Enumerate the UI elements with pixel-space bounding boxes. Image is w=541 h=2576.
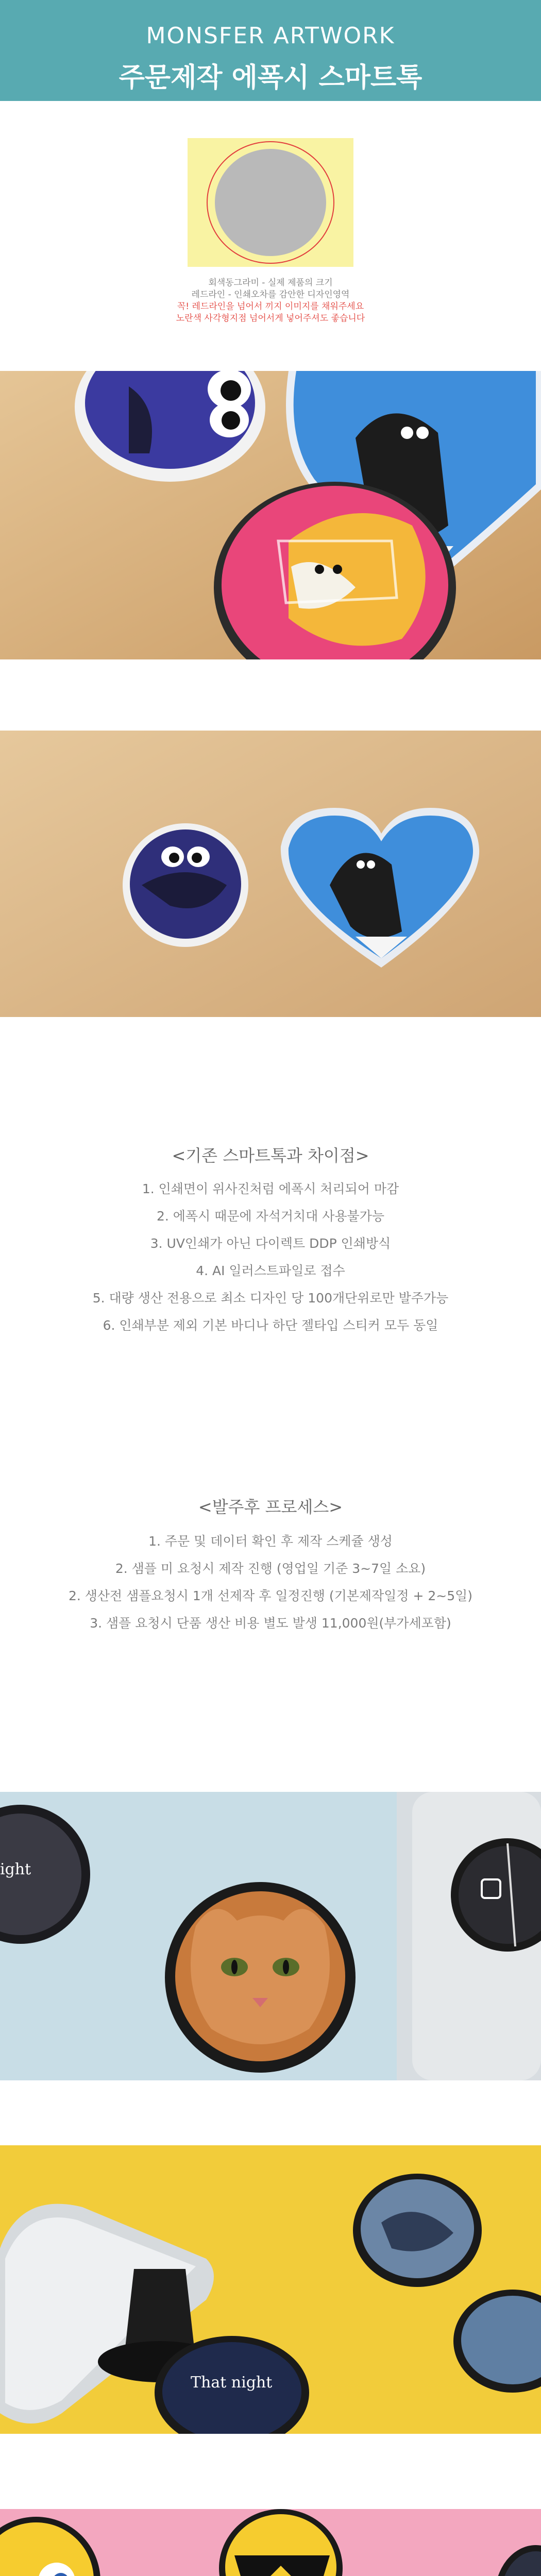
svg-text:ight: ight bbox=[0, 1860, 31, 1878]
product-photo-cat bbox=[0, 1792, 541, 2080]
print-template-diagram bbox=[188, 138, 353, 267]
template-note: 레드라인 - 인쇄오차를 감안한 디자인영역 bbox=[191, 290, 350, 300]
template-note: 회색동그라미 - 실제 제품의 크기 bbox=[208, 278, 333, 288]
list-item: 2. 생산전 샘플요청시 1개 선제작 후 일정진행 (기본제작일정 + 2~5일) bbox=[68, 1588, 473, 1603]
brand-name: MONSFER ARTWORK bbox=[146, 23, 395, 49]
product-photo-yellow bbox=[0, 2145, 541, 2434]
list-item: 1. 주문 및 데이터 확인 후 제작 스케쥴 생성 bbox=[148, 1534, 393, 1549]
product-photo-closeup bbox=[0, 371, 541, 659]
product-size-circle bbox=[215, 149, 326, 256]
list-item: 3. UV인쇄가 아닌 다이렉트 DDP 인쇄방식 bbox=[150, 1236, 391, 1251]
list-item: 6. 인쇄부분 제외 기본 바디나 하단 젤타입 스티커 모두 동일 bbox=[103, 1318, 438, 1333]
list-item: 2. 샘플 미 요청시 제작 진행 (영업일 기준 3~7일 소요) bbox=[115, 1561, 426, 1576]
grip-print-text: That night bbox=[191, 2374, 273, 2392]
product-photo-pink bbox=[0, 2509, 541, 2576]
template-notes bbox=[0, 277, 541, 325]
differences-list bbox=[0, 1175, 541, 1339]
process-title: <발주후 프로세스> bbox=[198, 1497, 343, 1517]
list-item: 3. 샘플 요청시 단품 생산 비용 별도 발생 11,000원(부가세포함) bbox=[90, 1616, 451, 1631]
list-item: 5. 대량 생산 전용으로 최소 디자인 당 100개단위로만 발주가능 bbox=[92, 1291, 449, 1306]
template-note-warning: 꼭! 레드라인을 넘어서 끼지 이미지를 채워주세요 bbox=[177, 301, 364, 312]
product-photo-pair bbox=[0, 731, 541, 1017]
template-note-warning: 노란색 사각형지점 넘어서게 넣어주셔도 좋습니다 bbox=[176, 313, 365, 324]
list-item: 2. 에폭시 때문에 자석거치대 사용불가능 bbox=[156, 1209, 385, 1224]
page-title: 주문제작 에폭시 스마트톡 bbox=[119, 62, 422, 93]
header-banner bbox=[0, 0, 541, 101]
list-item: 4. AI 일러스트파일로 접수 bbox=[196, 1263, 345, 1278]
differences-title: <기존 스마트톡과 차이점> bbox=[172, 1146, 369, 1165]
process-list bbox=[0, 1528, 541, 1637]
list-item: 1. 인쇄면이 위사진처럼 에폭시 처리되어 마감 bbox=[142, 1181, 399, 1196]
